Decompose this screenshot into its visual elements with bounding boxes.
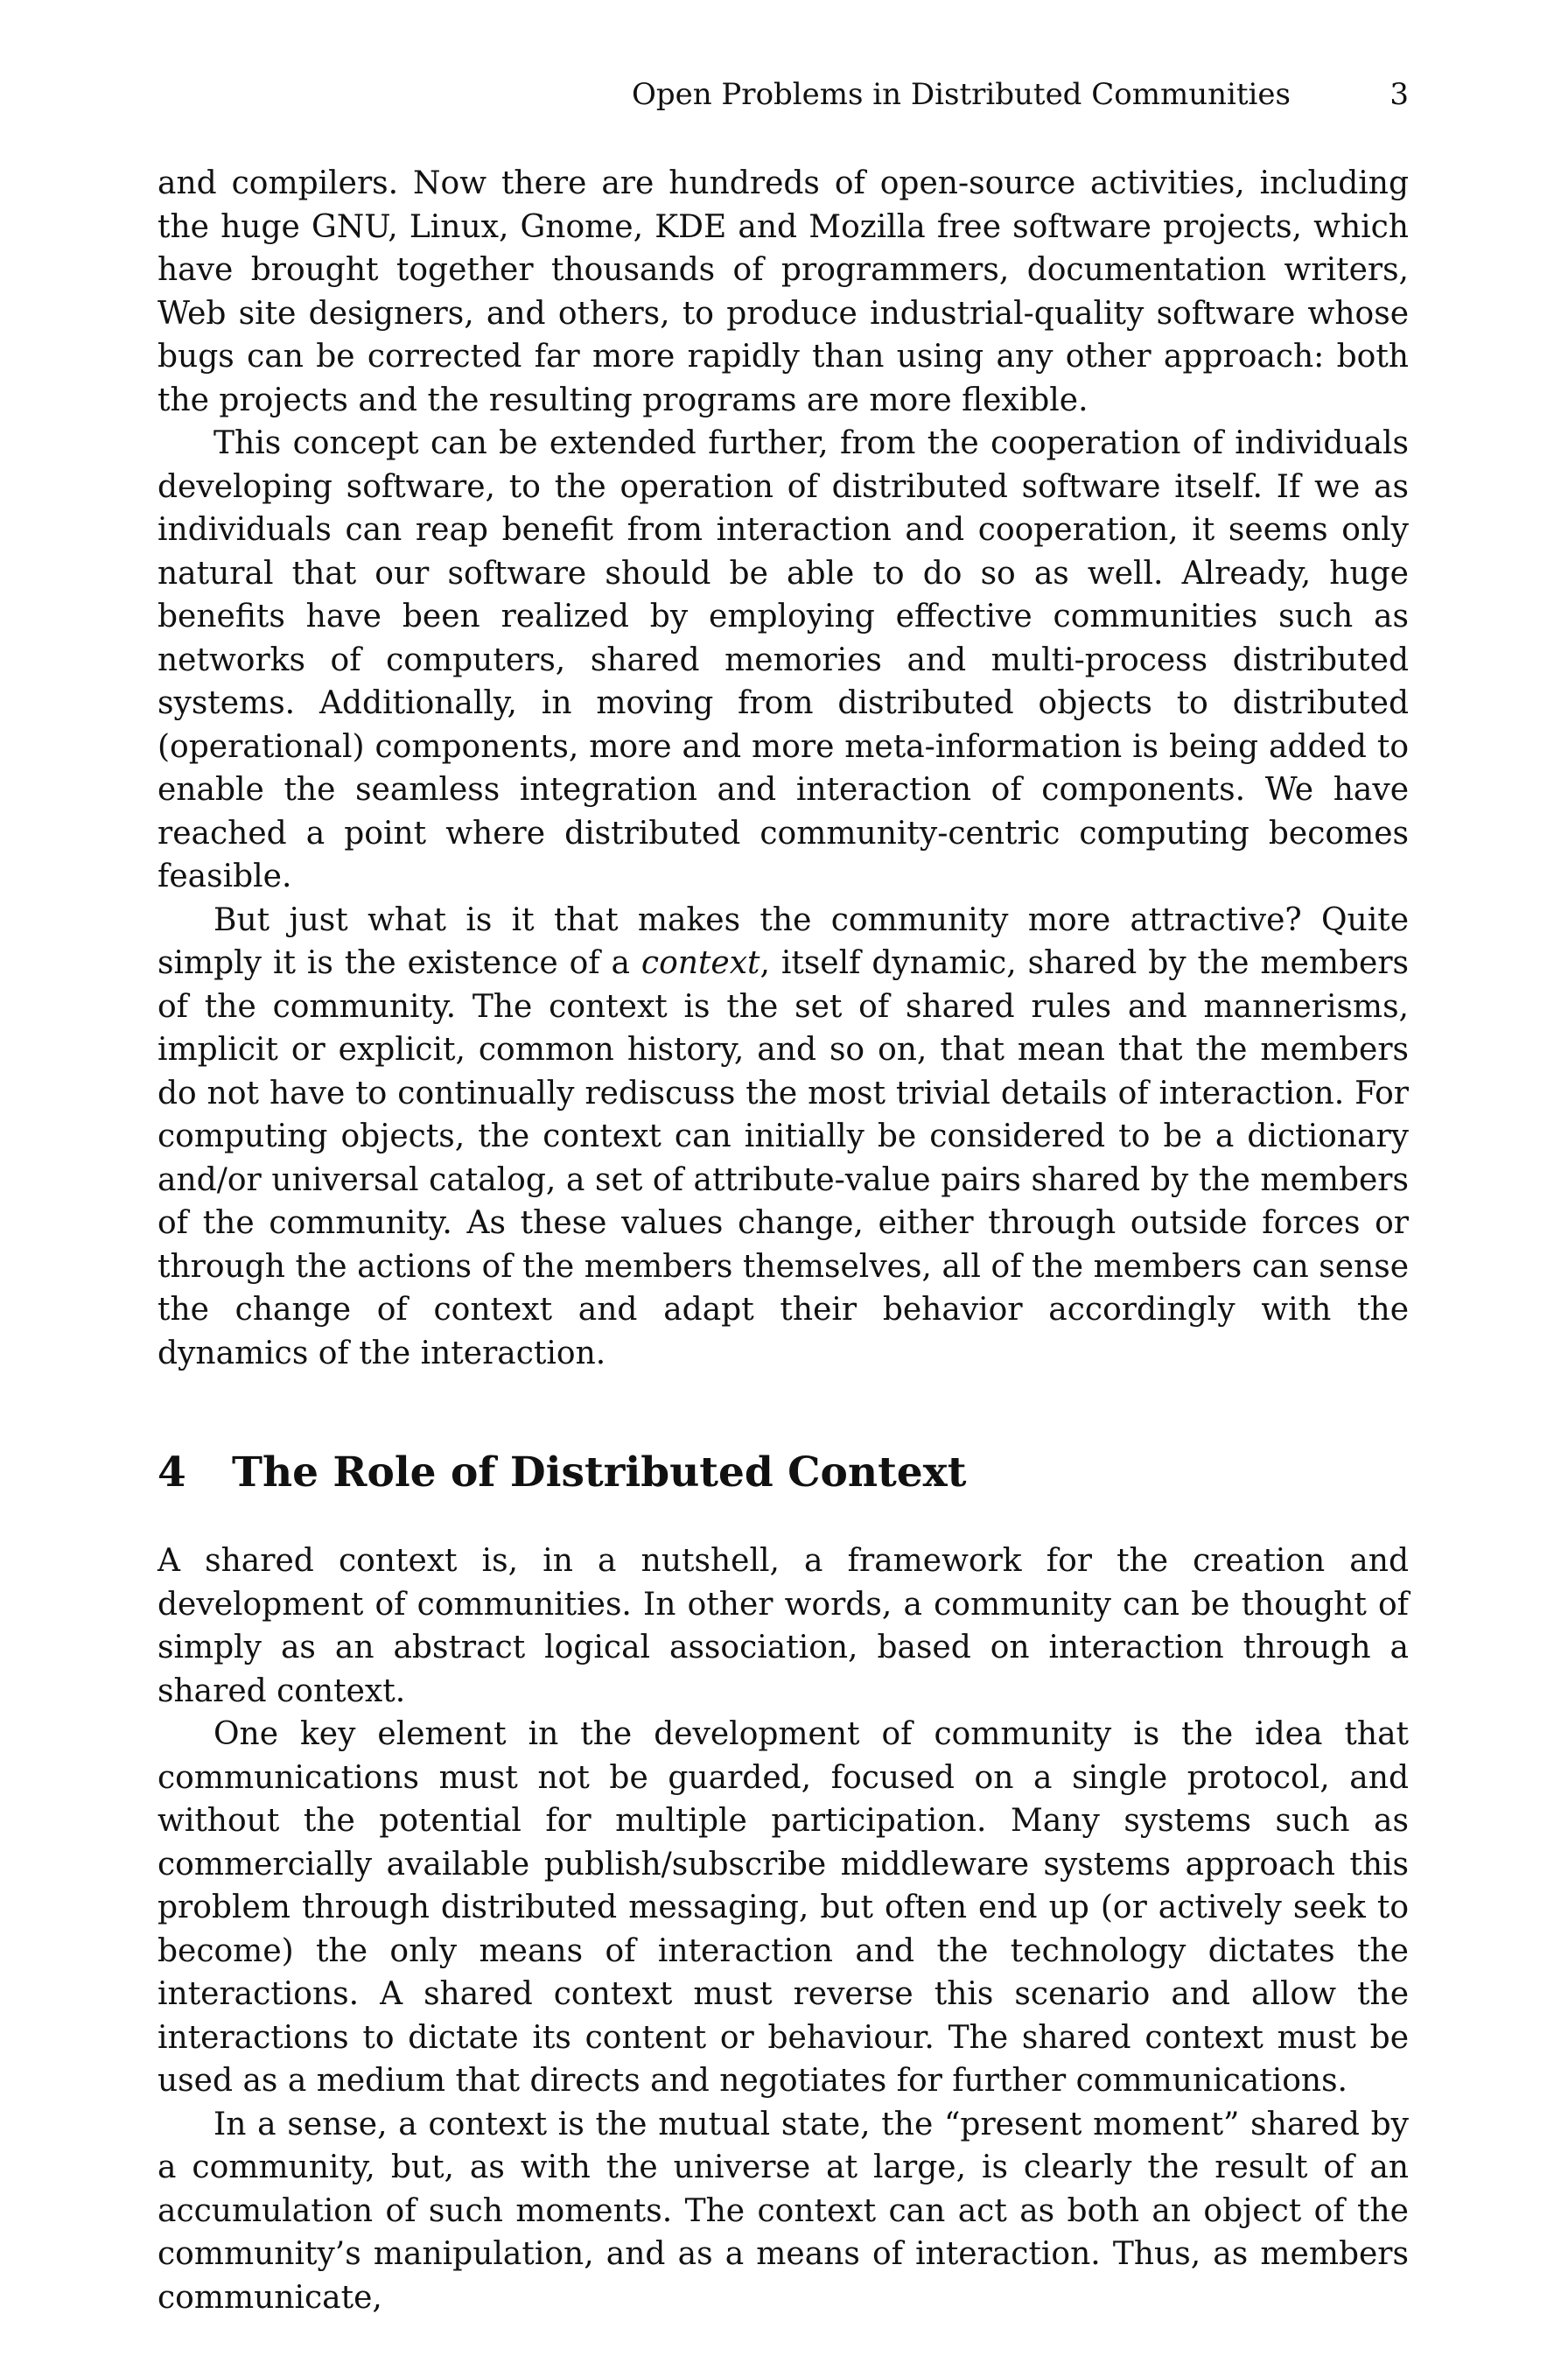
paragraph-text-after-emphasis: , itself dynamic, shared by the members of the community. The context is the set of shared rules and mannerisms, implicit or explicit, common history, and so on, that mean that the members do not have to continually rediscuss the most trivial details of interaction. For computing objects, the context can initially be considered to be a dictionary and/or universal catalog, a set of attribute-value pairs shared by the members of the community. As these values change, either through outside forces or through the actions of the members themselves, all of the members can sense the change of context and adapt their behavior accordingly with the dynamics of the interaction.	[158, 945, 1410, 1371]
running-title: Open Problems in Distributed Communities	[631, 77, 1291, 112]
paragraph-text-before-emphasis: But just what is it that makes the community more attractive? Quite simply it is the existence of a	[158, 901, 1409, 981]
section-heading	[158, 1447, 1409, 1499]
paragraph-context-attractive	[158, 899, 1409, 1376]
paragraph-mutual-state: In a sense, a context is the mutual state, the “present moment” shared by a community, but, as with the universe at large, is clearly the result of an accumulation of such moments. The context can act as both an object of the community’s manipulation, and as a means of interaction. Thus, as members communicate,	[158, 2106, 1409, 2316]
section-title: The Role of Distributed Context	[232, 1448, 967, 1497]
page-number: 3	[1390, 77, 1409, 112]
paragraph-distributed-software: This concept can be extended further, from the cooperation of individuals developing software, to the operation of distributed software itself. If we as individuals can reap benefit from interaction and cooperation, it seems only natural that our software should be able to do so as well. Already, huge benefits have been realized by employing effective communities such as networks of computers, shared memories and multi-process distributed systems. Additionally, in moving from distributed objects to distributed (operational) components, more and more meta-information is being added to enable the seamless integration and interaction of components. We have reached a point where distributed community-centric computing becomes feasible.	[158, 425, 1409, 894]
body-text	[158, 162, 1409, 2319]
paragraph-shared-context: A shared context is, in a nutshell, a framework for the creation and development of communities. In other words, a community can be thought of simply as an abstract logical association, based on interaction through a shared context.	[158, 1543, 1409, 1709]
paragraph-communications: One key element in the development of community is the idea that communications must not be guarded, focused on a single protocol, and without the potential for multiple participation. Many systems such as commercially available publish/subscribe middleware systems approach this problem through distributed messaging, but often end up (or actively seek to become) the only means of interaction and the technology dictates the interactions. A shared context must reverse this scenario and allow the interactions to dictate its content or behaviour. The shared context must be used as a medium that directs and negotiates for further communications.	[158, 1716, 1409, 2099]
running-header	[158, 75, 1409, 114]
emphasized-context-term: context	[640, 945, 760, 981]
paragraph-continuation: and compilers. Now there are hundreds of open-source activities, including the huge GNU, Linux, Gnome, KDE and Mozilla free software projects, which have brought together thousands of programmers, documentation writers, Web site designers, and others, to produce industrial-quality software whose bugs can be corrected far more rapidly than using any other approach: both the projects and the resulting programs are more flexible.	[158, 165, 1409, 418]
section-number: 4	[158, 1448, 186, 1497]
